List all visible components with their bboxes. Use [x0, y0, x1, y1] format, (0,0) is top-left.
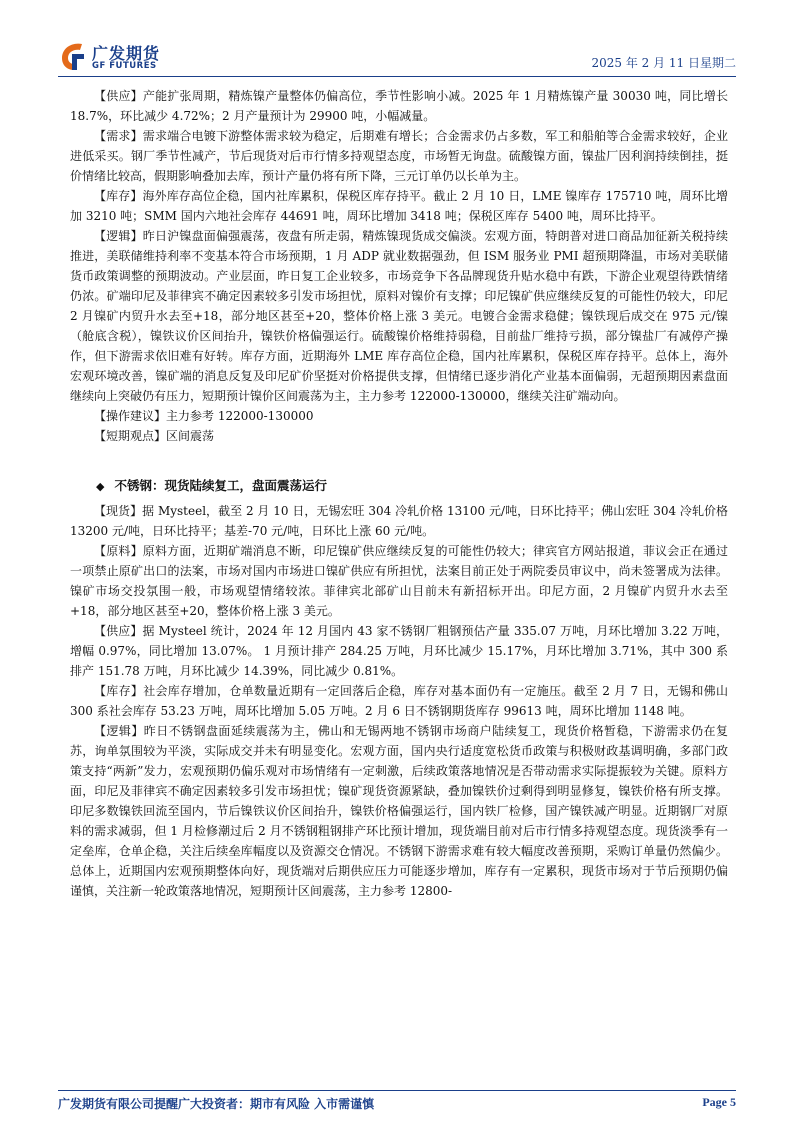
logo-text-en: GF FUTURES	[92, 61, 157, 71]
nickel-demand-paragraph: 【需求】需求端合电镀下游整体需求较为稳定，后期难有增长；合金需求仍占多数，军工和船舶等合金需求较好，企业进低采买。钢厂季节性减产，节后现货对后市行情多持观望态度，市场暂无询盘。硫酸镍方面，镍盐厂因利润持续倒挂，挺价情绪比较高，假期影响叠加去库，预计产量仍将有所下降，三元订单仍以长单为主。	[70, 129, 728, 183]
stainless-spot-paragraph: 【现货】据 Mysteel，截至 2 月 10 日，无锡宏旺 304 冷轧价格 13100 元/吨，日环比持平；佛山宏旺 304 冷轧价格 13200 元/吨，日环比持平；基差-70 元/吨，日环比上涨 60 元/吨。	[70, 504, 728, 538]
logo-text-cn: 广发期货	[92, 44, 161, 63]
stainless-raw-material-paragraph: 【原料】原料方面，近期矿端消息不断，印尼镍矿供应继续反复的可能性仍较大；律宾官方网站报道，菲议会正在通过一项禁止原矿出口的法案，市场对国内市场进口镍矿供应有所担忧，法案目前正处于两院委员审议中，尚未签署成为法律。镍矿市场交投氛围一般，市场观望情绪较浓。菲律宾北部矿山目前未有新招标开出。印尼方面，2 月镍矿内贸升水去至+18，部分地区甚至+20，整体价格上涨 3 美元。	[70, 544, 728, 618]
diamond-bullet-icon: ◆	[96, 480, 105, 493]
page-number: Page 5	[702, 1095, 736, 1109]
nickel-short-term-view: 【短期观点】区间震荡	[94, 429, 215, 443]
report-date: 2025 年 2 月 11 日星期二	[591, 56, 736, 70]
company-logo	[58, 40, 168, 74]
stainless-section-title	[70, 474, 728, 499]
nickel-inventory-paragraph: 【库存】海外库存高位企稳，国内社库累积，保税区库存持平。截止 2 月 10 日，LME 镍库存 175710 吨，周环比增加 3210 吨；SMM 国内六地社会库存 44691 吨，周环比增加 3418 吨；保税区库存 5400 吨，周环比持平。	[70, 189, 728, 223]
nickel-logic-paragraph: 【逻辑】昨日沪镍盘面偏强震荡，夜盘有所走弱，精炼镍现货成交偏淡。宏观方面，特朗普对进口商品加征新关税持续推进，美联储维持利率不变基本符合市场预期，1 月 ADP 就业数据强劲，但 ISM 服务业 PMI 超预期降温，市场对美联储货币政策调整的预期波动。产业层面，昨日复工企业较多，市场竞争下各品牌现货升贴水稳中有跌，下游企业观望待跌情绪仍浓。矿端印尼及菲律宾不确定因素较多引发市场担忧，原料对镍价有支撑；印尼镍矿供应继续反复的可能性仍较大，印尼 2 月镍矿内贸升水去至+18，部分地区甚至+20，整体价格上涨 3 美元。电镀合金需求稳健；镍铁现后成交在 975 元/镍（舱底含税），镍铁议价区间抬升，镍铁价格偏强运行。硫酸镍价格维持弱稳，目前盐厂维持亏损，部分镍盐厂有减停产操作，但下游需求依旧难有好转。库存方面，近期海外 LME 库存高位企稳，国内社库累积，保税区库存持平。总体上，海外宏观环境改善，镍矿端的消息反复及印尼矿价坚挺对价格提供支撑，但情绪已逐步消化产业基本面偏弱，无超预期因素盘面继续向上突破仍有压力，短期预计镍价区间震荡为主，主力参考 122000-130000，继续关注矿端动向。	[70, 229, 728, 403]
report-body	[70, 86, 728, 901]
nickel-operation-advice: 【操作建议】主力参考 122000-130000	[94, 409, 314, 423]
nickel-supply-paragraph: 【供应】产能扩张周期，精炼镍产量整体仍偏高位，季节性影响小减。2025 年 1 月精炼镍产量 30030 吨，同比增长 18.7%，环比减少 4.72%；2 月产量预计为 29900 吨，小幅减量。	[70, 89, 728, 123]
gf-logo-icon	[58, 40, 88, 72]
nickel-section	[70, 86, 728, 446]
stainless-logic-paragraph: 【逻辑】昨日不锈钢盘面延续震荡为主，佛山和无锡两地不锈钢市场商户陆续复工，现货价格暂稳，下游需求仍在复苏，询单氛围较为平淡，实际成交并未有明显变化。宏观方面，国内央行适度宽松货币政策与积极财政基调明确，多部门政策支持“两新”发力，宏观预期仍偏乐观对市场情绪有一定刺激，后续政策落地情况是否带动需求实际提振较为关键。原料方面，印尼及菲律宾不确定因素较多引发市场担忧；镍矿现货资源紧缺，叠加镍铁价过剩得到明显修复，镍铁价格有所支撑。印尼多数镍铁回流至国内，节后镍铁议价区间抬升，镍铁价格偏强运行，国内铁厂检修，国产镍铁减产明显。近期钢厂对原料的需求减弱，但 1 月检修潮过后 2 月不锈钢粗钢排产环比预计增加，现货端目前对后市行情多持观望态度。现货淡季有一定垒库，仓单企稳，关注后续垒库幅度以及资源交仓情况。不锈钢下游需求难有较大幅度改善预期，采购订单量仍然偏少。总体上，近期国内宏观预期整体向好，现货端对后期供应压力可能逐步增加，库存有一定累积，现货市场对于节后预期仍偏谨慎，关注新一轮政策落地情况，短期预计区间震荡，主力参考 12800-	[70, 724, 728, 898]
risk-disclaimer: 广发期货有限公司提醒广大投资者：期市有风险 入市需谨慎	[58, 1097, 375, 1111]
stainless-inventory-paragraph: 【库存】社会库存增加，仓单数量近期有一定回落后企稳，库存对基本面仍有一定施压。截至 2 月 7 日，无锡和佛山 300 系社会库存 53.23 万吨，周环比增加 5.05 万吨。2 月 6 日不锈钢期货库存 99613 吨，周环比增加 1148 吨。	[70, 684, 728, 718]
page-footer	[58, 1090, 736, 1113]
stainless-supply-paragraph: 【供应】据 Mysteel 统计，2024 年 12 月国内 43 家不锈钢厂粗钢预估产量 335.07 万吨，月环比增加 3.22 万吨，增幅 0.97%，同比增加 13.07%。 1 月预计排产 284.25 万吨，月环比减少 15.17%，月环比增加 3.71%，其中 300 系排产 151.78 万吨，月环比减少 14.39%，同比减少 0.81%。	[70, 624, 728, 678]
stainless-section	[70, 474, 728, 901]
stainless-title-text: 不锈钢：现货陆续复工，盘面震荡运行	[114, 478, 327, 493]
page-header	[58, 36, 736, 77]
